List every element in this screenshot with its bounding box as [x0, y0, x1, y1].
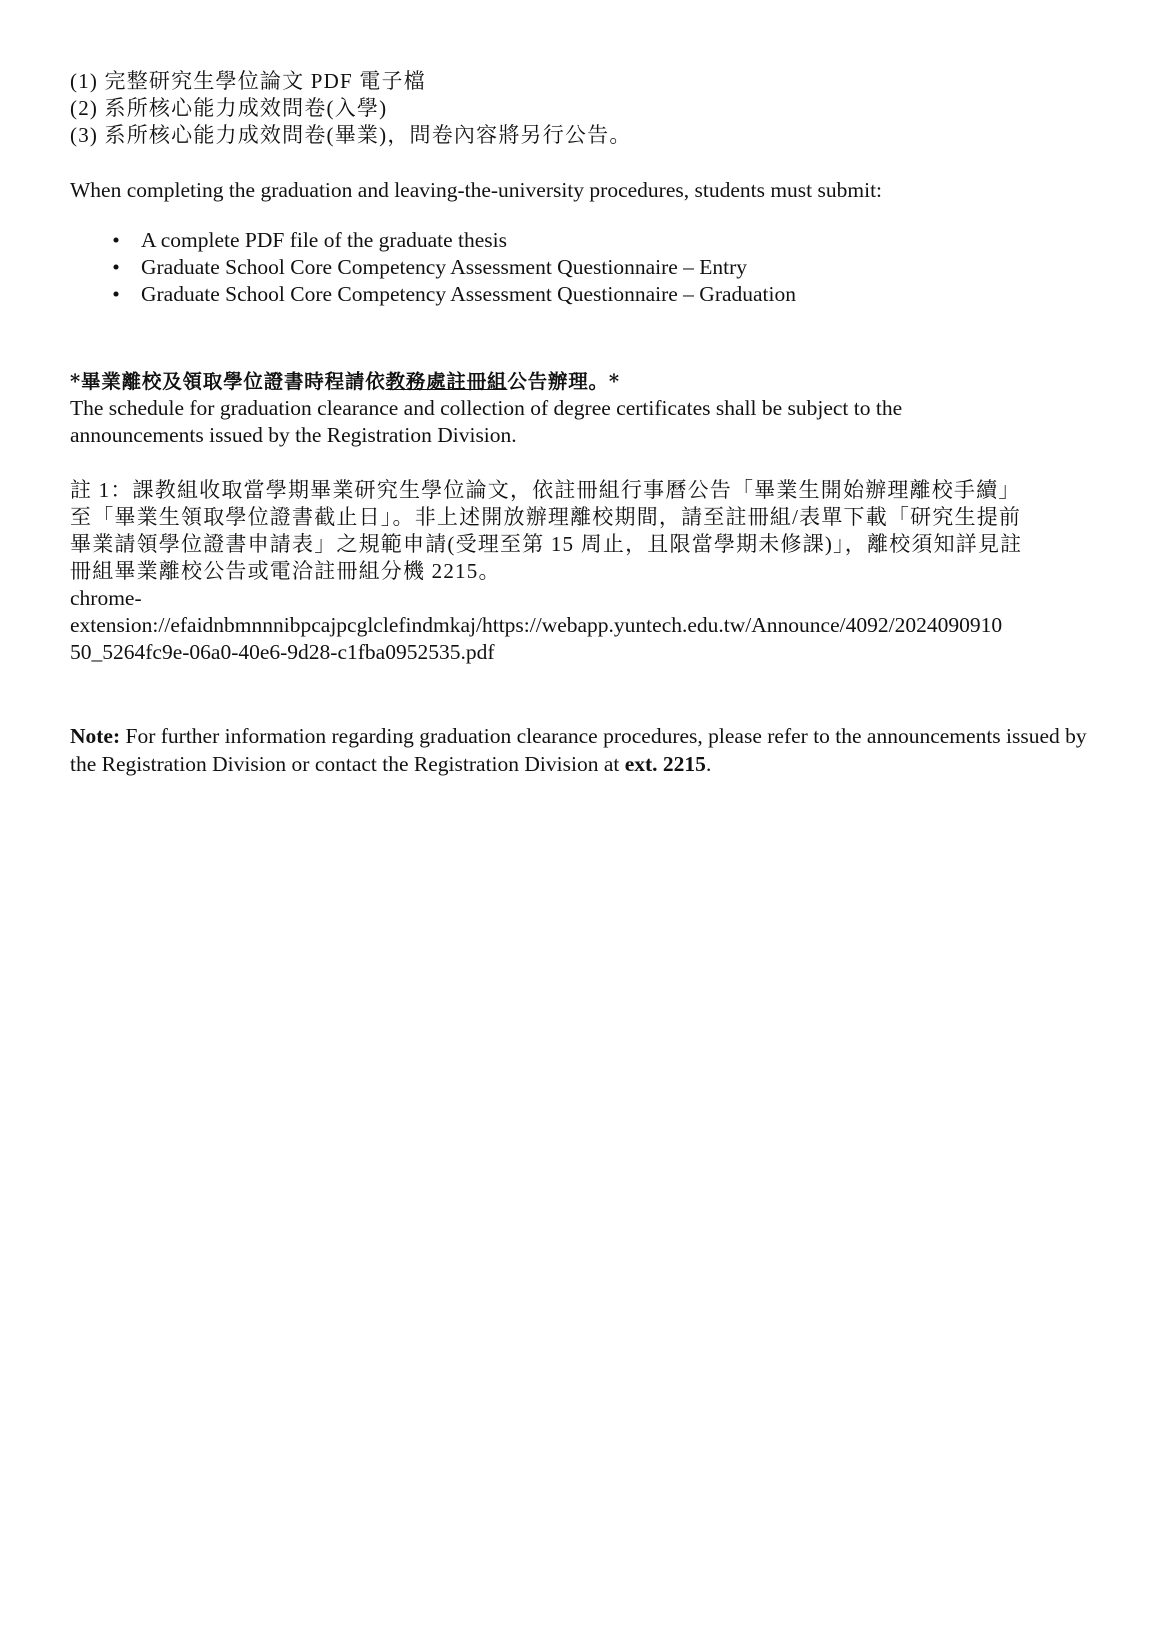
note1-zh-line-2: 至「畢業生領取學位證書截止日」。非上述開放辦理離校期間，請至註冊組/表單下載「研究生提前 — [70, 505, 1022, 529]
intro-en: When completing the graduation and leaving-the-university procedures, students must submit: — [70, 178, 883, 202]
note-en — [70, 722, 1090, 778]
note-extension: ext. 2215 — [624, 752, 706, 776]
note-text: For further information regarding graduation clearance procedures, please refer to the announcements issued by the Registration Division or contact the Registration Division at — [70, 724, 1087, 776]
note1-zh-line-4: 冊組畢業離校公告或電洽註冊組分機 2215。 — [70, 559, 501, 583]
bullet-icon: • — [112, 282, 120, 306]
schedule-en-line-1: The schedule for graduation clearance and collection of degree certificates shall be subject to the — [70, 396, 903, 420]
bullet-icon: • — [112, 228, 120, 252]
required-item-zh-2: (2) 系所核心能力成效問卷(入學) — [70, 96, 388, 120]
headline-after: 公告辦理。* — [507, 370, 620, 393]
required-item-zh-3: (3) 系所核心能力成效問卷(畢業)，問卷內容將另行公告。 — [70, 123, 632, 147]
list-item — [70, 254, 1090, 281]
announcement-link-line-2[interactable]: extension://efaidnbmnnnibpcajpcglclefindmkaj/https://webapp.yuntech.edu.tw/Announce/4092/2024090910 — [70, 613, 1003, 637]
note1-zh-line-1: 註 1：課教組收取當學期畢業研究生學位論文，依註冊組行事曆公告「畢業生開始辦理離校手續」 — [70, 478, 1021, 502]
document-page — [70, 68, 1090, 778]
announcement-link[interactable] — [70, 585, 1090, 666]
required-item-zh-1: (1) 完整研究生學位論文 PDF 電子檔 — [70, 69, 426, 93]
schedule-headline-zh — [70, 368, 1090, 395]
announcement-link-line-1[interactable]: chrome- — [70, 586, 142, 610]
schedule-en — [70, 395, 1090, 449]
note-label: Note: — [70, 724, 121, 748]
headline-before: *畢業離校及領取學位證書時程請依 — [70, 370, 386, 393]
list-item-text: Graduate School Core Competency Assessment Questionnaire – Graduation — [141, 282, 797, 306]
bullet-icon: • — [112, 255, 120, 279]
announcement-link-line-3[interactable]: 50_5264fc9e-06a0-40e6-9d28-c1fba0952535.pdf — [70, 640, 495, 664]
required-items-zh — [70, 68, 1090, 149]
note1-zh — [70, 477, 1090, 585]
required-items-en — [70, 227, 1090, 308]
headline-underlined-office: 教務處註冊組 — [385, 370, 508, 393]
list-item — [70, 227, 1090, 254]
note-end: . — [705, 752, 712, 776]
schedule-en-line-2: announcements issued by the Registration Division. — [70, 423, 517, 447]
list-item-text: Graduate School Core Competency Assessment Questionnaire – Entry — [141, 255, 748, 279]
note1-zh-line-3: 畢業請領學位證書申請表」之規範申請(受理至第 15 周止，且限當學期未修課)」，離校須知詳見註 — [70, 532, 1023, 556]
list-item — [70, 281, 1090, 308]
list-item-text: A complete PDF file of the graduate thesis — [141, 228, 508, 252]
